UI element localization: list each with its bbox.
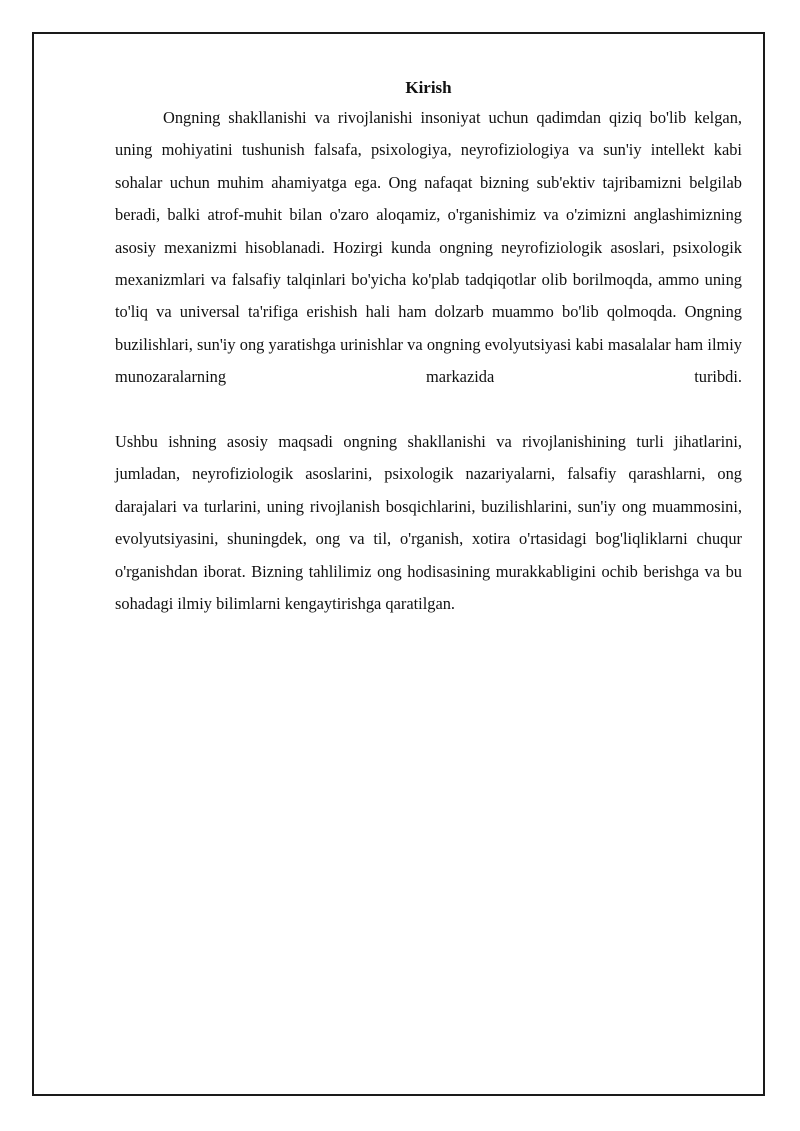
- paragraph-aim: Ushbu ishning asosiy maqsadi ongning shakllanishi va rivojlanishining turli jihatlarini, jumladan, neyrofiziologik asoslarini, psixologik nazariyalarni, falsafiy qarashlarni, ong darajalari va turlarini, uning rivojlanish bosqichlarini, buzilishlarini, sun'iy ong muammosini, evolyutsiyasini, shuningdek, ong va til, o'rganish, xotira o'rtasidagi bog'liqliklarni chuqur o'rganishdan iborat. Bizning tahlilimiz ong hodisasining murakkabligini ochib berishga va bu sohadagi ilmiy bilimlarni kengaytirishga qaratilgan.: [115, 432, 742, 614]
- document-title: Kirish: [405, 78, 452, 97]
- document-body: [115, 76, 742, 620]
- paragraph-intro: Ongning shakllanishi va rivojlanishi insoniyat uchun qadimdan qiziq bo'lib kelgan, uning mohiyatini tushunish falsafa, psixologiya, neyrofiziologiya va sun'iy intellekt kabi sohalar uchun muhim ahamiyatga ega. Ong nafaqat bizning sub'ektiv tajribamizni belgilab beradi, balki atrof-muhit bilan o'zaro aloqamiz, o'rganishimiz va o'zimizni anglashimizning asosiy mexanizmi hisoblanadi. Hozirgi kunda ongning neyrofiziologik asoslari, psixologik mexanizmlari va falsafiy talqinlari bo'yicha ko'plab tadqiqotlar olib borilmoqda, ammo uning to'liq va universal ta'rifiga erishish hali ham dolzarb muammo bo'lib qolmoqda. Ongning buzilishlari, sun'iy ong yaratishga urinishlar va ongning evolyutsiyasi kabi masalalar ham ilmiy munozaralarning markazida turibdi.: [115, 108, 742, 387]
